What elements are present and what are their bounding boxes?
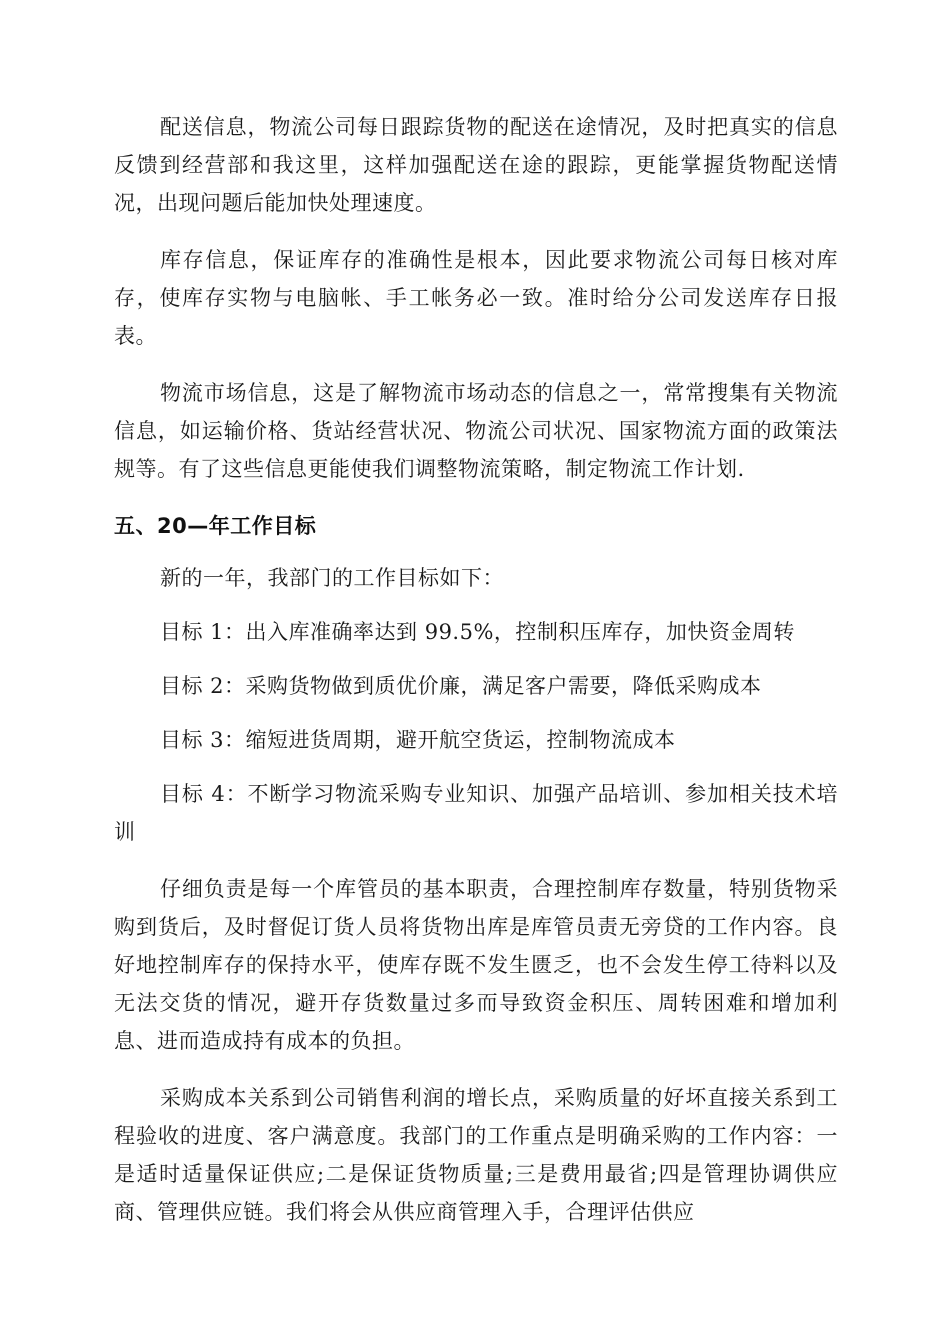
document-body <box>114 108 838 1250</box>
goal-item-3: 目标 3：缩短进货周期，避开航空货运，控制物流成本 <box>160 728 676 752</box>
goal-item-4: 目标 4：不断学习物流采购专业知识、加强产品培训、参加相关技术培训 <box>114 782 838 844</box>
paragraph-inventory-info: 库存信息，保证库存的准确性是根本，因此要求物流公司每日核对库存，使库存实物与电脑帐、手工帐务必一致。准时给分公司发送库存日报表。 <box>114 248 838 348</box>
goal-item-2: 目标 2：采购货物做到质优价廉，满足客户需要，降低采购成本 <box>160 674 762 698</box>
paragraph-market-info: 物流市场信息，这是了解物流市场动态的信息之一，常常搜集有关物流信息，如运输价格、货站经营状况、物流公司状况、国家物流方面的政策法规等。有了这些信息更能使我们调整物流策略，制定物流工作计划. <box>114 381 838 481</box>
paragraph-delivery-info: 配送信息，物流公司每日跟踪货物的配送在途情况，及时把真实的信息反馈到经营部和我这里，这样加强配送在途的跟踪，更能掌握货物配送情况，出现问题后能加快处理速度。 <box>114 115 838 215</box>
section-heading: 五、20—年工作目标 <box>114 514 317 538</box>
paragraph-inventory-duty: 仔细负责是每一个库管员的基本职责，合理控制库存数量，特别货物采购到货后，及时督促订货人员将货物出库是库管员责无旁贷的工作内容。良好地控制库存的保持水平，使库存既不发生匮乏，也不会发生停工待料以及无法交货的情况，避开存货数量过多而导致资金积压、周转困难和增加利息、进而造成持有成本的负担。 <box>114 877 838 1053</box>
paragraph-procurement-cost: 采购成本关系到公司销售利润的增长点，采购质量的好坏直接关系到工程验收的进度、客户满意度。我部门的工作重点是明确采购的工作内容：一是适时适量保证供应;二是保证货物质量;三是费用最省;四是管理协调供应商、管理供应链。我们将会从供应商管理入手，合理评估供应 <box>114 1086 838 1224</box>
goal-item-1: 目标 1：出入库准确率达到 99.5%，控制积压库存，加快资金周转 <box>160 620 795 644</box>
goals-intro: 新的一年，我部门的工作目标如下： <box>160 566 504 590</box>
